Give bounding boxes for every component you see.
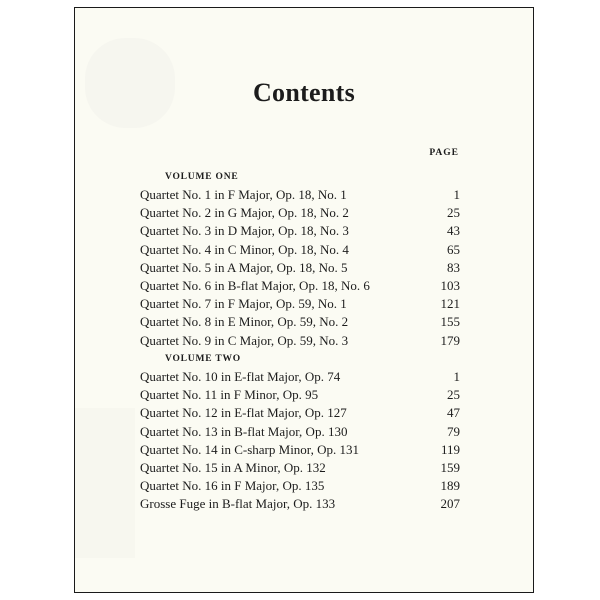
entry-title: Quartet No. 8 in E Minor, Op. 59, No. 2 [140, 314, 349, 330]
entry-title: Quartet No. 10 in E-flat Major, Op. 74 [140, 369, 341, 384]
entry-page: 47 [447, 405, 460, 421]
entry-page: 179 [440, 332, 460, 348]
entry-page: 1 [453, 187, 460, 202]
entry-title: Quartet No. 14 in C-sharp Minor, Op. 131 [140, 441, 360, 457]
toc-entry[interactable] [140, 204, 460, 222]
entry-page: 103 [440, 277, 460, 293]
toc-entry[interactable] [140, 313, 460, 331]
entry-title: Quartet No. 13 in B-flat Major, Op. 130 [140, 423, 348, 439]
entry-title: Quartet No. 3 in D Major, Op. 18, No. 3 [140, 223, 349, 239]
entry-title: Quartet No. 4 in C Minor, Op. 18, No. 4 [140, 241, 349, 257]
toc-entry[interactable] [140, 495, 460, 513]
entry-title: Quartet No. 5 in A Major, Op. 18, No. 5 [140, 259, 348, 275]
entry-title: Quartet No. 11 in F Minor, Op. 95 [140, 387, 319, 403]
toc-entry[interactable] [140, 186, 460, 204]
entry-title: Grosse Fuge in B-flat Major, Op. 133 [140, 496, 336, 512]
volume-one-heading: VOLUME ONE [165, 172, 239, 182]
entry-page: 83 [447, 259, 460, 275]
entry-page: 121 [440, 296, 460, 312]
page-column-header: PAGE [429, 148, 459, 158]
entry-page: 25 [447, 387, 460, 403]
entry-title: Quartet No. 15 in A Minor, Op. 132 [140, 459, 326, 475]
entry-title: Quartet No. 7 in F Major, Op. 59, No. 1 [140, 296, 347, 312]
book-page [74, 7, 534, 593]
entry-title: Quartet No. 1 in F Major, Op. 18, No. 1 [140, 187, 347, 202]
entry-title: Quartet No. 12 in E-flat Major, Op. 127 [140, 405, 347, 421]
toc-entry[interactable] [140, 404, 460, 422]
entry-page: 1 [453, 369, 460, 384]
entry-page: 43 [447, 223, 460, 239]
entry-page: 25 [447, 205, 460, 221]
toc-entry[interactable] [140, 222, 460, 240]
entry-title: Quartet No. 2 in G Major, Op. 18, No. 2 [140, 205, 349, 221]
toc-entry[interactable] [140, 368, 460, 386]
toc-entry[interactable] [140, 295, 460, 313]
entry-title: Quartet No. 16 in F Major, Op. 135 [140, 478, 325, 494]
toc-entry[interactable] [140, 459, 460, 477]
entry-page: 65 [447, 241, 460, 257]
entry-title: Quartet No. 6 in B-flat Major, Op. 18, No. 6 [140, 277, 370, 293]
entry-title: Quartet No. 9 in C Major, Op. 59, No. 3 [140, 332, 349, 348]
toc-entry[interactable] [140, 477, 460, 495]
toc-entry[interactable] [140, 332, 460, 350]
entry-page: 159 [440, 459, 460, 475]
volume-one-list [140, 186, 460, 350]
toc-entry[interactable] [140, 241, 460, 259]
volume-two-heading: VOLUME TWO [165, 354, 241, 364]
entry-page: 189 [440, 478, 460, 494]
toc-entry[interactable] [140, 277, 460, 295]
show-through-smudge [75, 408, 135, 558]
toc-entry[interactable] [140, 441, 460, 459]
page-title: Contents [252, 78, 356, 107]
toc-entry[interactable] [140, 423, 460, 441]
entry-page: 79 [447, 423, 460, 439]
toc-entry[interactable] [140, 259, 460, 277]
entry-page: 155 [440, 314, 460, 330]
toc-entry[interactable] [140, 386, 460, 404]
entry-page: 207 [440, 496, 460, 512]
volume-two-list [140, 368, 460, 514]
entry-page: 119 [440, 441, 460, 457]
